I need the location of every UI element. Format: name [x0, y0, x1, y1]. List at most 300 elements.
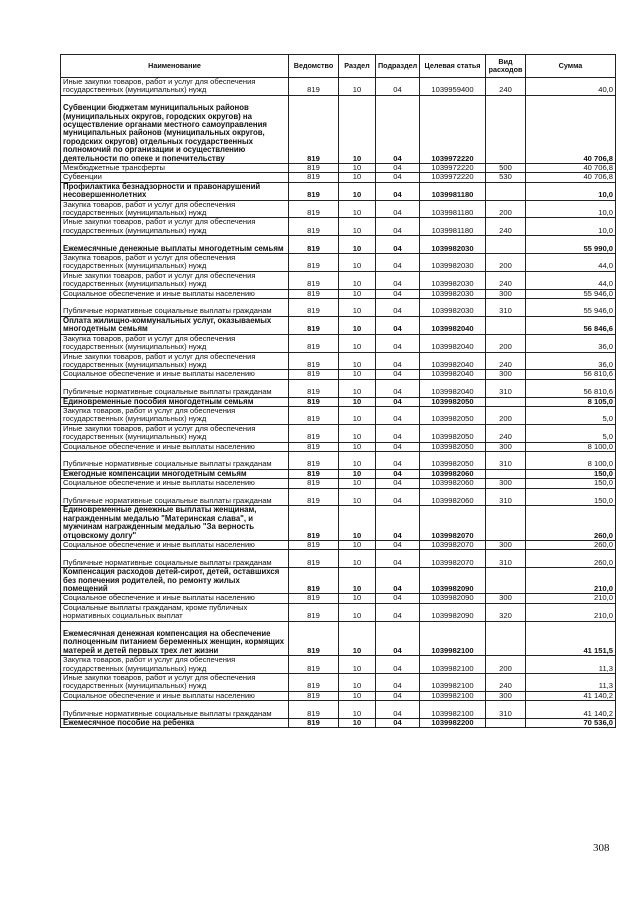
row-name: Социальное обеспечение и иные выплаты населению	[61, 540, 289, 549]
row-podrazdel: 04	[376, 334, 420, 352]
row-statya: 1039982030	[420, 271, 486, 289]
row-summa: 44,0	[526, 271, 616, 289]
row-podrazdel: 04	[376, 451, 420, 469]
row-statya: 1039981180	[420, 200, 486, 218]
row-razdel: 10	[339, 424, 376, 442]
row-vid: 300	[486, 442, 526, 451]
table-row	[61, 236, 616, 254]
row-razdel: 10	[339, 568, 376, 594]
row-summa: 44,0	[526, 254, 616, 272]
row-statya: 1039982040	[420, 370, 486, 379]
row-statya: 1039982050	[420, 451, 486, 469]
row-summa: 8 100,0	[526, 442, 616, 451]
row-name: Публичные нормативные социальные выплаты гражданам	[61, 379, 289, 397]
row-vedomstvo: 819	[289, 236, 339, 254]
row-razdel: 10	[339, 173, 376, 182]
row-statya: 1039982040	[420, 334, 486, 352]
row-vid	[486, 182, 526, 200]
row-razdel: 10	[339, 316, 376, 334]
row-podrazdel: 04	[376, 540, 420, 549]
row-vedomstvo: 819	[289, 218, 339, 236]
row-vedomstvo: 819	[289, 424, 339, 442]
row-vid	[486, 236, 526, 254]
row-podrazdel: 04	[376, 674, 420, 692]
row-podrazdel: 04	[376, 78, 420, 96]
row-name: Единовременные денежные выплаты женщинам, награжденным медалью "Материнская слава", и мужчинам награжденным медалью "За верность отцовскому долгу"	[61, 506, 289, 541]
row-podrazdel: 04	[376, 95, 420, 163]
row-statya: 1039972220	[420, 164, 486, 173]
row-podrazdel: 04	[376, 656, 420, 674]
row-vedomstvo: 819	[289, 451, 339, 469]
row-name: Ежемесячная денежная компенсация на обеспечение полноценным питанием беременных женщин, кормящих матерей и детей первых трех лет жизни	[61, 621, 289, 656]
row-summa: 260,0	[526, 506, 616, 541]
row-summa: 40 706,8	[526, 164, 616, 173]
row-vid: 240	[486, 218, 526, 236]
row-vedomstvo: 819	[289, 182, 339, 200]
row-summa: 10,0	[526, 182, 616, 200]
row-statya: 1039982100	[420, 621, 486, 656]
row-name: Иные закупки товаров, работ и услуг для обеспечения государственных (муниципальных) нужд	[61, 271, 289, 289]
table-row	[61, 182, 616, 200]
row-vid: 200	[486, 406, 526, 424]
table-row	[61, 316, 616, 334]
row-vedomstvo: 819	[289, 594, 339, 603]
row-summa: 5,0	[526, 406, 616, 424]
row-statya: 1039982030	[420, 299, 486, 317]
row-razdel: 10	[339, 236, 376, 254]
row-vedomstvo: 819	[289, 488, 339, 506]
row-statya: 1039982090	[420, 603, 486, 621]
table-row	[61, 379, 616, 397]
row-podrazdel: 04	[376, 379, 420, 397]
row-summa: 5,0	[526, 424, 616, 442]
row-podrazdel: 04	[376, 254, 420, 272]
row-vid: 240	[486, 352, 526, 370]
row-razdel: 10	[339, 488, 376, 506]
row-summa: 260,0	[526, 540, 616, 549]
row-podrazdel: 04	[376, 316, 420, 334]
table-row	[61, 173, 616, 182]
row-podrazdel: 04	[376, 568, 420, 594]
table-row	[61, 164, 616, 173]
row-razdel: 10	[339, 691, 376, 700]
row-razdel: 10	[339, 656, 376, 674]
row-vid	[486, 506, 526, 541]
table-row	[61, 334, 616, 352]
row-vid	[486, 469, 526, 478]
row-podrazdel: 04	[376, 370, 420, 379]
row-statya: 1039982060	[420, 479, 486, 488]
row-vedomstvo: 819	[289, 352, 339, 370]
table-row	[61, 656, 616, 674]
row-name: Социальные выплаты гражданам, кроме публичных нормативных социальных выплат	[61, 603, 289, 621]
row-name: Публичные нормативные социальные выплаты гражданам	[61, 701, 289, 719]
row-razdel: 10	[339, 164, 376, 173]
row-razdel: 10	[339, 78, 376, 96]
row-vid	[486, 397, 526, 406]
row-name: Социальное обеспечение и иные выплаты населению	[61, 479, 289, 488]
header-summa: Сумма	[526, 55, 616, 78]
row-podrazdel: 04	[376, 236, 420, 254]
row-summa: 8 105,0	[526, 397, 616, 406]
row-vid: 300	[486, 479, 526, 488]
row-razdel: 10	[339, 200, 376, 218]
row-vedomstvo: 819	[289, 299, 339, 317]
row-vid: 240	[486, 271, 526, 289]
table-row	[61, 289, 616, 298]
table-row	[61, 442, 616, 451]
row-razdel: 10	[339, 218, 376, 236]
row-vedomstvo: 819	[289, 701, 339, 719]
table-row	[61, 479, 616, 488]
row-razdel: 10	[339, 299, 376, 317]
table-row	[61, 691, 616, 700]
row-razdel: 10	[339, 397, 376, 406]
row-summa: 55 990,0	[526, 236, 616, 254]
row-name: Закупка товаров, работ и услуг для обеспечения государственных (муниципальных) нужд	[61, 406, 289, 424]
row-razdel: 10	[339, 594, 376, 603]
row-summa: 55 946,0	[526, 299, 616, 317]
row-vid: 310	[486, 550, 526, 568]
row-statya: 1039982030	[420, 236, 486, 254]
row-statya: 1039982050	[420, 406, 486, 424]
table-row	[61, 424, 616, 442]
row-razdel: 10	[339, 271, 376, 289]
row-podrazdel: 04	[376, 406, 420, 424]
table-header-row	[61, 55, 616, 78]
row-vedomstvo: 819	[289, 397, 339, 406]
table-row	[61, 594, 616, 603]
row-razdel: 10	[339, 352, 376, 370]
table-row	[61, 469, 616, 478]
row-podrazdel: 04	[376, 442, 420, 451]
table-row	[61, 719, 616, 728]
row-vedomstvo: 819	[289, 603, 339, 621]
row-razdel: 10	[339, 719, 376, 728]
row-summa: 40,0	[526, 78, 616, 96]
row-statya: 1039982040	[420, 352, 486, 370]
table-row	[61, 540, 616, 549]
row-statya: 1039982050	[420, 424, 486, 442]
row-razdel: 10	[339, 603, 376, 621]
row-vedomstvo: 819	[289, 173, 339, 182]
row-summa: 10,0	[526, 218, 616, 236]
row-razdel: 10	[339, 469, 376, 478]
row-razdel: 10	[339, 451, 376, 469]
row-vedomstvo: 819	[289, 379, 339, 397]
row-vedomstvo: 819	[289, 479, 339, 488]
row-razdel: 10	[339, 95, 376, 163]
page-number: 308	[593, 842, 610, 854]
table-row	[61, 603, 616, 621]
row-name: Публичные нормативные социальные выплаты гражданам	[61, 299, 289, 317]
table-row	[61, 406, 616, 424]
row-vedomstvo: 819	[289, 719, 339, 728]
header-vedomstvo: Ведомство	[289, 55, 339, 78]
row-vedomstvo: 819	[289, 316, 339, 334]
header-podrazdel: Подраздел	[376, 55, 420, 78]
row-name: Социальное обеспечение и иные выплаты населению	[61, 691, 289, 700]
row-vedomstvo: 819	[289, 656, 339, 674]
row-vid	[486, 621, 526, 656]
row-summa: 70 536,0	[526, 719, 616, 728]
row-name: Профилактика безнадзорности и правонарушений несовершеннолетних	[61, 182, 289, 200]
row-statya: 1039982090	[420, 568, 486, 594]
row-vid: 300	[486, 594, 526, 603]
row-summa: 56 810,6	[526, 370, 616, 379]
row-vid: 240	[486, 674, 526, 692]
row-name: Публичные нормативные социальные выплаты гражданам	[61, 488, 289, 506]
row-podrazdel: 04	[376, 424, 420, 442]
row-statya: 1039982100	[420, 691, 486, 700]
row-podrazdel: 04	[376, 621, 420, 656]
row-razdel: 10	[339, 182, 376, 200]
row-summa: 10,0	[526, 200, 616, 218]
row-podrazdel: 04	[376, 397, 420, 406]
row-name: Иные закупки товаров, работ и услуг для обеспечения государственных (муниципальных) нужд	[61, 352, 289, 370]
table-row	[61, 451, 616, 469]
row-statya: 1039972220	[420, 173, 486, 182]
row-statya: 1039982070	[420, 540, 486, 549]
row-podrazdel: 04	[376, 506, 420, 541]
row-summa: 150,0	[526, 488, 616, 506]
row-razdel: 10	[339, 540, 376, 549]
row-summa: 260,0	[526, 550, 616, 568]
row-name: Закупка товаров, работ и услуг для обеспечения государственных (муниципальных) нужд	[61, 334, 289, 352]
table-row	[61, 550, 616, 568]
row-vid: 200	[486, 254, 526, 272]
row-vid: 310	[486, 299, 526, 317]
row-statya: 1039959400	[420, 78, 486, 96]
row-statya: 1039982100	[420, 674, 486, 692]
row-podrazdel: 04	[376, 701, 420, 719]
budget-table	[60, 54, 616, 728]
row-summa: 36,0	[526, 334, 616, 352]
row-razdel: 10	[339, 370, 376, 379]
row-statya: 1039981180	[420, 182, 486, 200]
row-vedomstvo: 819	[289, 691, 339, 700]
table-row	[61, 397, 616, 406]
row-podrazdel: 04	[376, 299, 420, 317]
row-vedomstvo: 819	[289, 370, 339, 379]
row-statya: 1039982070	[420, 506, 486, 541]
row-razdel: 10	[339, 479, 376, 488]
table-row	[61, 352, 616, 370]
row-vedomstvo: 819	[289, 550, 339, 568]
header-razdel: Раздел	[339, 55, 376, 78]
row-razdel: 10	[339, 379, 376, 397]
row-name: Социальное обеспечение и иные выплаты населению	[61, 594, 289, 603]
row-summa: 8 100,0	[526, 451, 616, 469]
row-statya: 1039982060	[420, 488, 486, 506]
row-statya: 1039982030	[420, 289, 486, 298]
row-summa: 56 810,6	[526, 379, 616, 397]
row-podrazdel: 04	[376, 352, 420, 370]
row-name: Ежемесячное пособие на ребенка	[61, 719, 289, 728]
row-vid: 530	[486, 173, 526, 182]
row-statya: 1039982090	[420, 594, 486, 603]
row-vedomstvo: 819	[289, 442, 339, 451]
row-name: Межбюджетные трансферты	[61, 164, 289, 173]
row-podrazdel: 04	[376, 200, 420, 218]
table-row	[61, 254, 616, 272]
row-name: Субвенции бюджетам муниципальных районов (муниципальных округов, городских округов) на осуществление органами местного самоуправления муниципальных районов (муниципальных округов, городских округов) отдельных государственных полномочий по организации и осуществлению деятельности по опеке и попечительству	[61, 95, 289, 163]
row-razdel: 10	[339, 621, 376, 656]
table-row	[61, 674, 616, 692]
row-razdel: 10	[339, 442, 376, 451]
row-podrazdel: 04	[376, 271, 420, 289]
table-row	[61, 218, 616, 236]
row-vid: 300	[486, 691, 526, 700]
row-name: Оплата жилищно-коммунальных услуг, оказываемых многодетным семьям	[61, 316, 289, 334]
row-summa: 41 140,2	[526, 701, 616, 719]
row-vid: 300	[486, 289, 526, 298]
row-name: Закупка товаров, работ и услуг для обеспечения государственных (муниципальных) нужд	[61, 200, 289, 218]
row-podrazdel: 04	[376, 173, 420, 182]
row-podrazdel: 04	[376, 594, 420, 603]
row-vid	[486, 719, 526, 728]
row-summa: 36,0	[526, 352, 616, 370]
row-name: Социальное обеспечение и иные выплаты населению	[61, 370, 289, 379]
row-name: Социальное обеспечение и иные выплаты населению	[61, 289, 289, 298]
table-row	[61, 200, 616, 218]
table-row	[61, 78, 616, 96]
row-statya: 1039982100	[420, 656, 486, 674]
row-razdel: 10	[339, 254, 376, 272]
row-vedomstvo: 819	[289, 289, 339, 298]
row-podrazdel: 04	[376, 289, 420, 298]
row-name: Единовременные пособия многодетным семьям	[61, 397, 289, 406]
row-summa: 40 706,8	[526, 95, 616, 163]
row-razdel: 10	[339, 550, 376, 568]
row-vedomstvo: 819	[289, 469, 339, 478]
row-podrazdel: 04	[376, 719, 420, 728]
row-summa: 210,0	[526, 603, 616, 621]
row-razdel: 10	[339, 289, 376, 298]
row-vedomstvo: 819	[289, 334, 339, 352]
row-podrazdel: 04	[376, 164, 420, 173]
row-razdel: 10	[339, 674, 376, 692]
row-vedomstvo: 819	[289, 568, 339, 594]
row-statya: 1039982050	[420, 442, 486, 451]
table-row	[61, 506, 616, 541]
table-row	[61, 271, 616, 289]
row-podrazdel: 04	[376, 691, 420, 700]
row-vid: 310	[486, 488, 526, 506]
row-vedomstvo: 819	[289, 78, 339, 96]
row-vid	[486, 316, 526, 334]
row-podrazdel: 04	[376, 603, 420, 621]
row-summa: 41 140,2	[526, 691, 616, 700]
row-vid: 200	[486, 334, 526, 352]
row-name: Компенсация расходов детей-сирот, детей, оставшихся без попечения родителей, по ремонту жилых помещений	[61, 568, 289, 594]
row-name: Иные закупки товаров, работ и услуг для обеспечения государственных (муниципальных) нужд	[61, 424, 289, 442]
table-row	[61, 488, 616, 506]
row-name: Иные закупки товаров, работ и услуг для обеспечения государственных (муниципальных) нужд	[61, 674, 289, 692]
row-name: Закупка товаров, работ и услуг для обеспечения государственных (муниципальных) нужд	[61, 656, 289, 674]
row-summa: 210,0	[526, 594, 616, 603]
header-vid: Вид расходов	[486, 55, 526, 78]
row-vedomstvo: 819	[289, 540, 339, 549]
row-vid: 300	[486, 370, 526, 379]
row-name: Ежегодные компенсации многодетным семьям	[61, 469, 289, 478]
row-podrazdel: 04	[376, 488, 420, 506]
table-row	[61, 621, 616, 656]
row-razdel: 10	[339, 701, 376, 719]
row-summa: 56 846,6	[526, 316, 616, 334]
row-vid: 310	[486, 379, 526, 397]
row-vedomstvo: 819	[289, 406, 339, 424]
row-statya: 1039982040	[420, 316, 486, 334]
row-name: Иные закупки товаров, работ и услуг для обеспечения государственных (муниципальных) нужд	[61, 78, 289, 96]
row-podrazdel: 04	[376, 479, 420, 488]
row-name: Публичные нормативные социальные выплаты гражданам	[61, 451, 289, 469]
row-vedomstvo: 819	[289, 271, 339, 289]
row-vid: 200	[486, 200, 526, 218]
table-row	[61, 701, 616, 719]
row-name: Субвенции	[61, 173, 289, 182]
row-statya: 1039982060	[420, 469, 486, 478]
row-vedomstvo: 819	[289, 200, 339, 218]
row-statya: 1039982040	[420, 379, 486, 397]
row-statya: 1039982050	[420, 397, 486, 406]
table-row	[61, 95, 616, 163]
row-vedomstvo: 819	[289, 674, 339, 692]
header-statya: Целевая статья	[420, 55, 486, 78]
row-summa: 41 151,5	[526, 621, 616, 656]
row-summa: 11,3	[526, 656, 616, 674]
row-name: Иные закупки товаров, работ и услуг для обеспечения государственных (муниципальных) нужд	[61, 218, 289, 236]
row-vid: 500	[486, 164, 526, 173]
row-podrazdel: 04	[376, 550, 420, 568]
row-summa: 55 946,0	[526, 289, 616, 298]
row-vid: 240	[486, 424, 526, 442]
row-podrazdel: 04	[376, 182, 420, 200]
row-podrazdel: 04	[376, 469, 420, 478]
header-name: Наименование	[61, 55, 289, 78]
row-statya: 1039982070	[420, 550, 486, 568]
row-vedomstvo: 819	[289, 506, 339, 541]
row-podrazdel: 04	[376, 218, 420, 236]
row-statya: 1039972220	[420, 95, 486, 163]
row-vid: 300	[486, 540, 526, 549]
row-name: Публичные нормативные социальные выплаты гражданам	[61, 550, 289, 568]
row-vid: 240	[486, 78, 526, 96]
row-vedomstvo: 819	[289, 95, 339, 163]
row-vid	[486, 568, 526, 594]
row-statya: 1039982200	[420, 719, 486, 728]
table-row	[61, 299, 616, 317]
row-vedomstvo: 819	[289, 621, 339, 656]
row-vedomstvo: 819	[289, 164, 339, 173]
row-vedomstvo: 819	[289, 254, 339, 272]
row-statya: 1039982100	[420, 701, 486, 719]
row-name: Ежемесячные денежные выплаты многодетным семьям	[61, 236, 289, 254]
row-vid	[486, 95, 526, 163]
row-name: Социальное обеспечение и иные выплаты населению	[61, 442, 289, 451]
row-summa: 210,0	[526, 568, 616, 594]
row-razdel: 10	[339, 334, 376, 352]
row-summa: 150,0	[526, 479, 616, 488]
row-vid: 310	[486, 451, 526, 469]
row-summa: 40 706,8	[526, 173, 616, 182]
row-statya: 1039982030	[420, 254, 486, 272]
table-row	[61, 568, 616, 594]
row-name: Закупка товаров, работ и услуг для обеспечения государственных (муниципальных) нужд	[61, 254, 289, 272]
row-vid: 320	[486, 603, 526, 621]
row-statya: 1039981180	[420, 218, 486, 236]
row-vid: 200	[486, 656, 526, 674]
